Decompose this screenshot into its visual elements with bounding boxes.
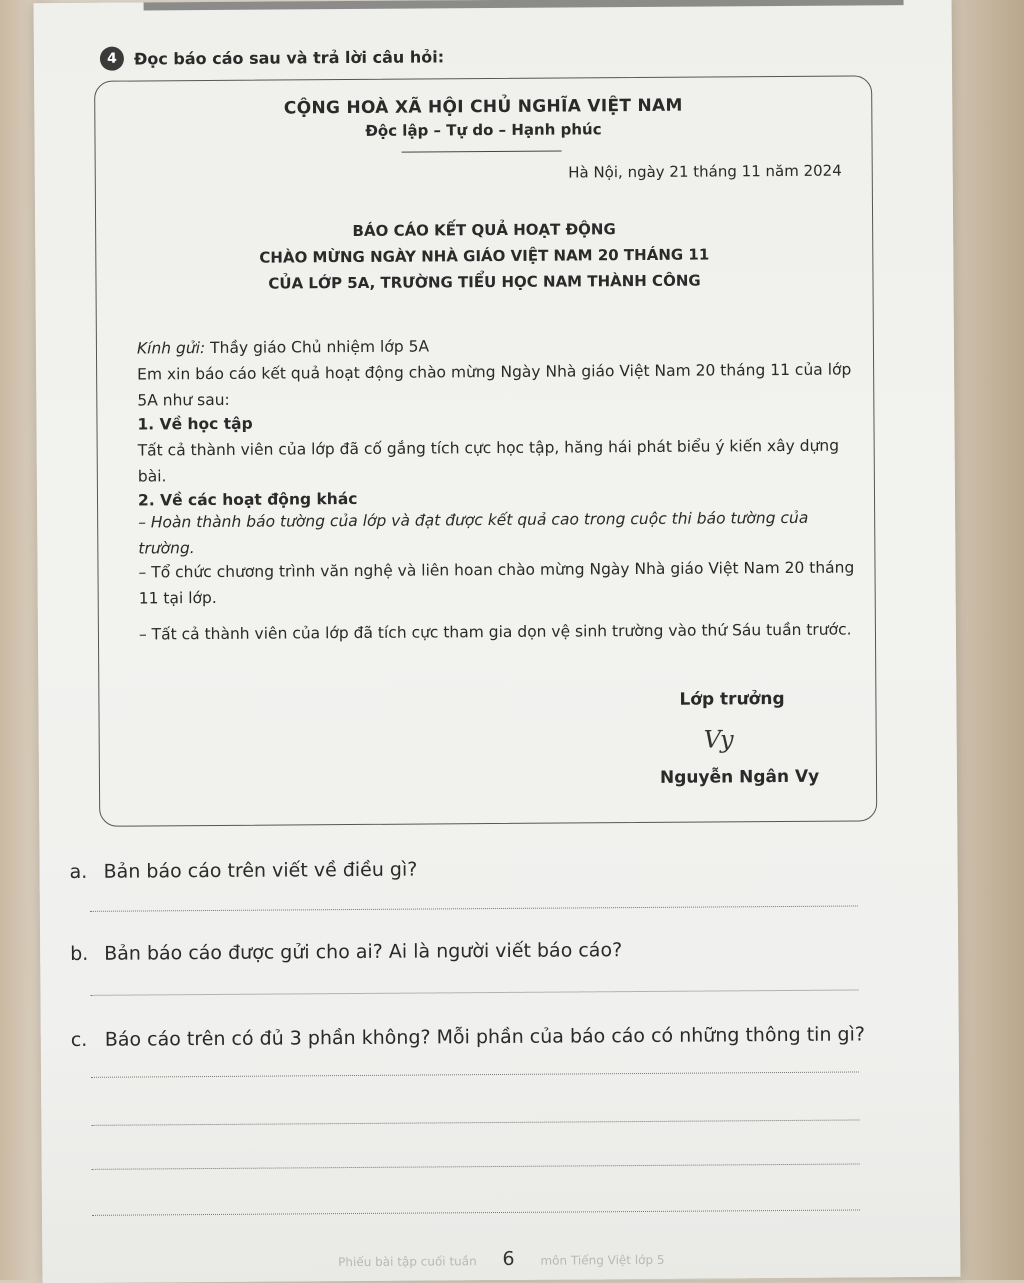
signer-role: Lớp trưởng — [679, 688, 785, 710]
section-2-item: – Tất cả thành viên của lớp đã tích cực tham gia dọn vệ sinh trường vào thứ Sáu tuần trước. — [138, 620, 852, 644]
report-box — [94, 75, 877, 826]
answer-line[interactable] — [90, 905, 858, 911]
question-text: Bản báo cáo trên viết về điều gì? — [103, 858, 418, 883]
answer-line[interactable] — [91, 1119, 859, 1125]
worksheet-page — [34, 0, 961, 1283]
section-2-item: – Hoàn thành báo tường của lớp và đạt được kết quả cao trong cuộc thi báo tường của trường. — [138, 508, 809, 558]
footer-left: Phiếu bài tập cuối tuần — [338, 1254, 477, 1270]
task-instruction: Đọc báo cáo sau và trả lời câu hỏi: — [133, 46, 445, 69]
question-text: Báo cáo trên có đủ 3 phần không? Mỗi phần của báo cáo có những thông tin gì? — [104, 1023, 865, 1051]
signer-name: Nguyễn Ngân Vy — [659, 766, 820, 788]
page-number: 6 — [502, 1247, 515, 1270]
report-title-line-3: CỦA LỚP 5A, TRƯỜNG TIỂU HỌC NAM THÀNH CÔNG — [268, 271, 701, 293]
section-1-heading: 1. Về học tập — [137, 414, 253, 434]
section-2-heading: 2. Về các hoạt động khác — [137, 489, 358, 510]
question-b — [70, 939, 622, 965]
report-intro: Em xin báo cáo kết quả hoạt động chào mừng Ngày Nhà giáo Việt Nam 20 tháng 11 của lớp 5A như sau: — [137, 360, 852, 410]
question-letter: a. — [69, 860, 88, 883]
national-title: CỘNG HOÀ XÃ HỘI CHỦ NGHĨA VIỆT NAM — [283, 95, 683, 119]
answer-line[interactable] — [91, 1071, 859, 1077]
answer-line[interactable] — [92, 1163, 860, 1169]
answer-line[interactable] — [90, 989, 858, 995]
question-c — [71, 1023, 865, 1051]
report-title-line-2: CHÀO MỪNG NGÀY NHÀ GIÁO VIỆT NAM 20 THÁNG 11 — [259, 245, 710, 267]
section-1-text: Tất cả thành viên của lớp đã cố gắng tích cực học tập, hăng hái phát biểu ý kiến xây dựng bài. — [137, 436, 840, 486]
signature: Vy — [703, 725, 734, 754]
page-footer — [42, 1245, 960, 1273]
report-title-line-1: BÁO CÁO KẾT QUẢ HOẠT ĐỘNG — [352, 220, 616, 240]
task-number-badge: 4 — [100, 47, 124, 71]
question-letter: b. — [70, 942, 89, 965]
question-letter: c. — [70, 1028, 88, 1051]
motto-underline — [402, 151, 562, 153]
question-text: Bản báo cáo được gửi cho ai? Ai là người viết báo cáo? — [104, 939, 623, 965]
footer-right: môn Tiếng Việt lớp 5 — [540, 1252, 665, 1268]
answer-line[interactable] — [92, 1209, 860, 1215]
national-motto: Độc lập – Tự do – Hạnh phúc — [365, 120, 602, 140]
recipient-label: Kính gửi: — [136, 339, 206, 358]
place-date: Hà Nội, ngày 21 tháng 11 năm 2024 — [568, 161, 842, 182]
recipient-name: Thầy giáo Chủ nhiệm lớp 5A — [210, 337, 430, 357]
question-a — [70, 859, 418, 883]
section-2-item: – Tổ chức chương trình văn nghệ và liên hoan chào mừng Ngày Nhà giáo Việt Nam 20 tháng 11 tại lớp. — [138, 558, 855, 608]
